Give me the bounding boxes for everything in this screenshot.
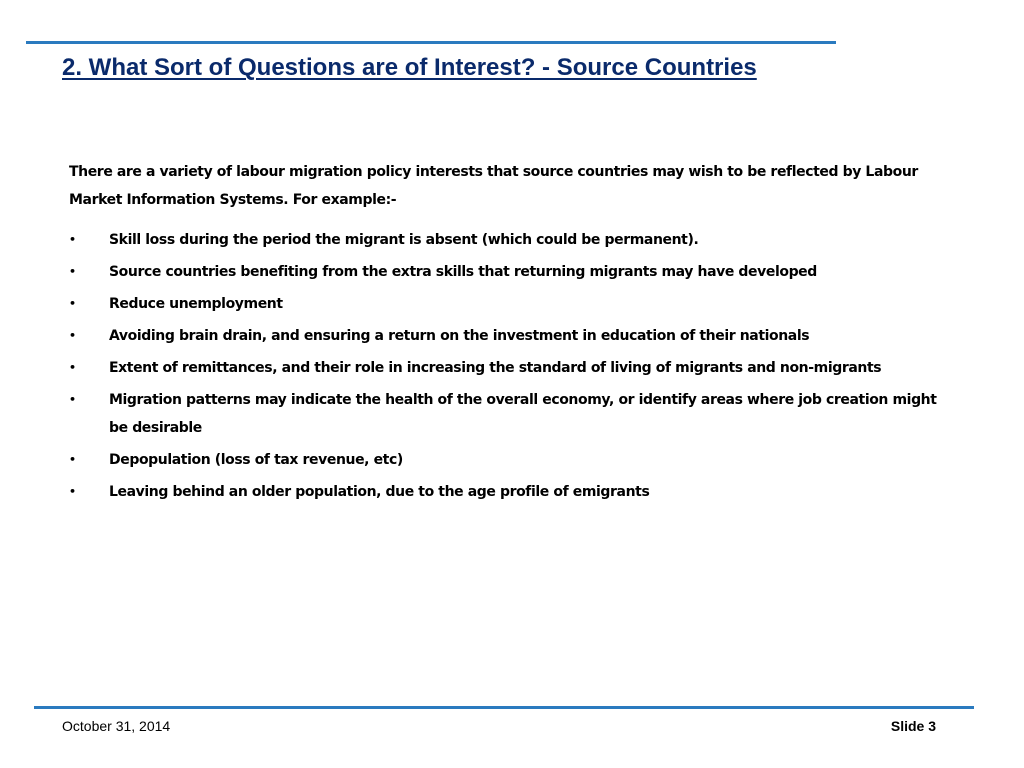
list-item-text: Source countries benefiting from the extra skills that returning migrants may have developed <box>109 264 817 280</box>
bullet-icon: • <box>69 453 76 466</box>
bullet-icon: • <box>69 393 76 406</box>
list-item-text: Avoiding brain drain, and ensuring a return on the investment in education of their nationals <box>109 328 810 344</box>
list-item <box>69 290 949 318</box>
list-item-text: Reduce unemployment <box>109 296 283 312</box>
list-item-text: Extent of remittances, and their role in increasing the standard of living of migrants and non-migrants <box>109 360 882 376</box>
bullet-icon: • <box>69 265 76 278</box>
bullet-icon: • <box>69 361 76 374</box>
list-item <box>69 226 949 254</box>
list-item <box>69 258 949 286</box>
slide-body <box>69 158 949 510</box>
bottom-divider <box>34 706 974 709</box>
intro-paragraph: There are a variety of labour migration policy interests that source countries may wish to be reflected by Labour Market Information Systems. For example:- <box>69 164 918 208</box>
slide-title: 2. What Sort of Questions are of Interest? - Source Countries <box>62 54 757 81</box>
list-item <box>69 446 949 474</box>
list-item <box>69 386 949 442</box>
bullet-icon: • <box>69 329 76 342</box>
list-item-text: Leaving behind an older population, due to the age profile of emigrants <box>109 484 650 500</box>
list-item <box>69 322 949 350</box>
slide-number: Slide 3 <box>890 718 936 734</box>
list-item <box>69 354 949 382</box>
list-item-text: Depopulation (loss of tax revenue, etc) <box>109 452 403 468</box>
footer-date: October 31, 2014 <box>62 718 171 734</box>
list-item-text: Migration patterns may indicate the health of the overall economy, or identify areas where job creation might be desirable <box>109 392 937 436</box>
bullet-icon: • <box>69 233 76 246</box>
bullet-icon: • <box>69 485 76 498</box>
list-item-text: Skill loss during the period the migrant is absent (which could be permanent). <box>109 232 699 248</box>
top-divider <box>26 41 836 44</box>
bullet-list <box>69 226 949 506</box>
bullet-icon: • <box>69 297 76 310</box>
list-item <box>69 478 949 506</box>
